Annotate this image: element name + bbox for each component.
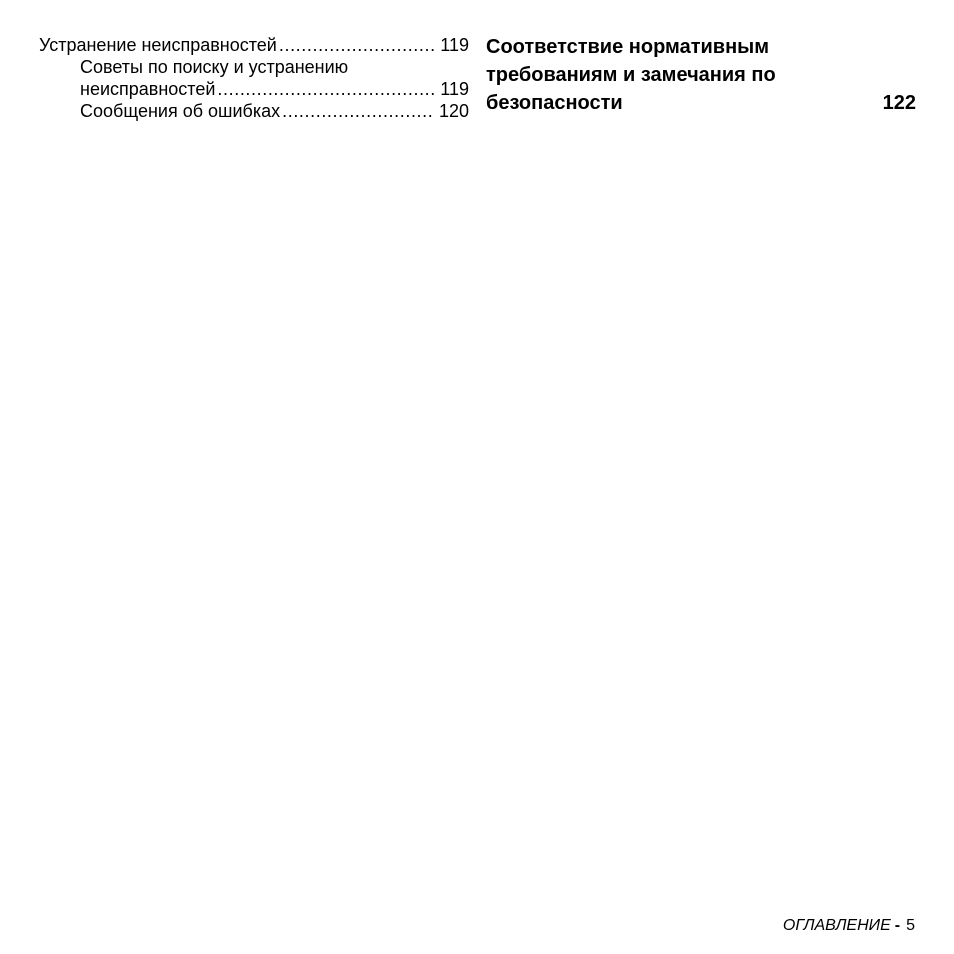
page-footer	[783, 916, 915, 936]
chapter-title-line: требованиям и замечания по	[486, 64, 776, 86]
toc-entry-troubleshooting[interactable]	[39, 34, 469, 56]
toc-dot-leader	[279, 34, 436, 56]
toc-entry-page: 119	[440, 35, 469, 55]
toc-left-column	[39, 34, 469, 122]
toc-entry-title: неисправностей	[80, 79, 216, 99]
toc-chapter-compliance[interactable]	[486, 33, 916, 117]
toc-entry-page: 120	[438, 101, 469, 121]
toc-dot-leader	[217, 78, 436, 100]
toc-entry-page: 119	[440, 79, 469, 99]
toc-entry-tips-line1[interactable]	[39, 56, 469, 78]
toc-entry-error-messages[interactable]	[39, 100, 469, 122]
toc-entry-title: Устранение неисправностей	[39, 35, 277, 55]
footer-page-number: 5	[906, 917, 915, 934]
toc-dot-leader	[282, 100, 435, 122]
chapter-title-line: Соответствие нормативным	[486, 36, 770, 58]
chapter-title-line: безопасности	[486, 92, 623, 114]
footer-separator: -	[894, 917, 901, 934]
chapter-page: 122	[882, 92, 916, 114]
toc-entry-title: Советы по поиску и устранению	[80, 57, 349, 77]
toc-right-column	[486, 33, 916, 117]
toc-entry-title: Сообщения об ошибках	[80, 101, 281, 121]
toc-entry-tips[interactable]	[39, 78, 469, 100]
footer-section-label: ОГЛАВЛЕНИЕ	[782, 917, 891, 934]
